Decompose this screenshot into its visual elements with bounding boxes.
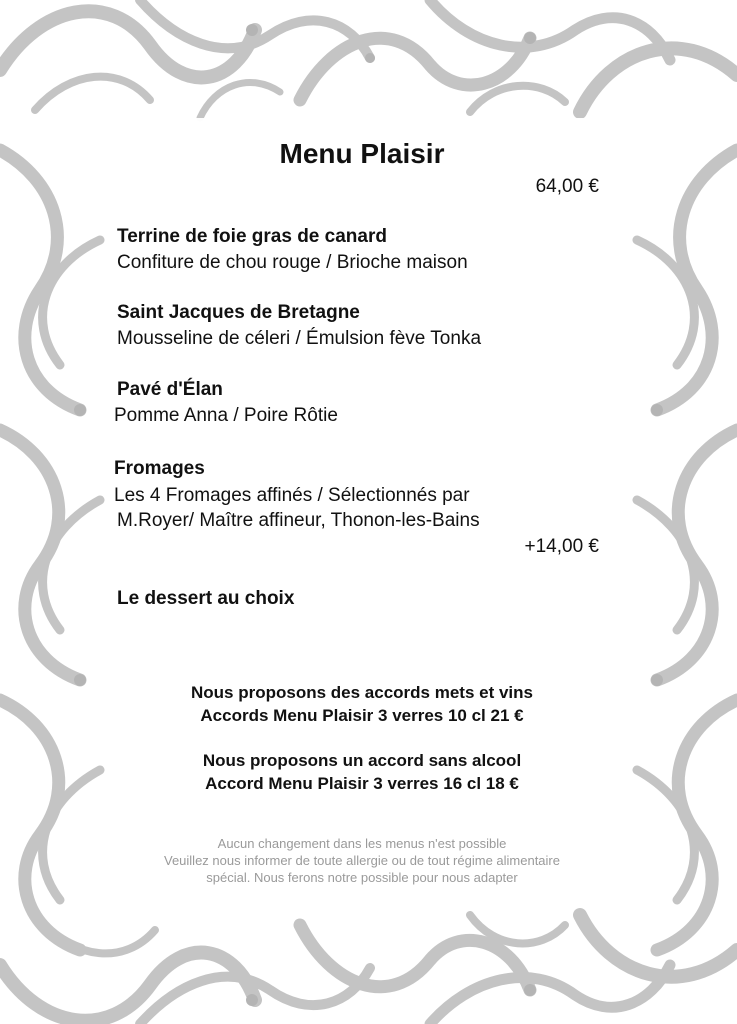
- menu-title: Menu Plaisir: [279, 138, 445, 169]
- course-supplement-fromages: +14,00 €: [524, 536, 599, 557]
- course-name-foie-gras: Terrine de foie gras de canard: [117, 226, 387, 247]
- course-description-foie-gras: Confiture de chou rouge / Brioche maison: [117, 252, 468, 273]
- wine-pairing-offer: Accords Menu Plaisir 3 verres 10 cl 21 €: [200, 706, 524, 725]
- menu-price: 64,00 €: [535, 176, 599, 197]
- course-name-fromages: Fromages: [114, 458, 205, 479]
- notice-line-3: spécial. Nous ferons notre possible pour nous adapter: [206, 870, 518, 885]
- notice-line-1: Aucun changement dans les menus n'est possible: [217, 836, 507, 851]
- course-description-fromages-line1: Les 4 Fromages affinés / Sélectionnés par: [114, 485, 470, 506]
- soft-pairing-offer: Accord Menu Plaisir 3 verres 16 cl 18 €: [205, 774, 519, 793]
- course-name-pave-elan: Pavé d'Élan: [117, 379, 223, 400]
- course-name-saint-jacques: Saint Jacques de Bretagne: [117, 302, 360, 323]
- course-name-dessert: Le dessert au choix: [117, 588, 295, 609]
- course-description-saint-jacques: Mousseline de céleri / Émulsion fève Tonka: [117, 328, 482, 349]
- course-description-fromages-line2: M.Royer/ Maître affineur, Thonon-les-Bains: [117, 510, 480, 531]
- wine-pairing-intro: Nous proposons des accords mets et vins: [191, 683, 533, 702]
- course-description-pave-elan: Pomme Anna / Poire Rôtie: [114, 405, 338, 426]
- soft-pairing-intro: Nous proposons un accord sans alcool: [202, 751, 522, 770]
- notice-line-2: Veuillez nous informer de toute allergie ou de tout régime alimentaire: [163, 853, 560, 868]
